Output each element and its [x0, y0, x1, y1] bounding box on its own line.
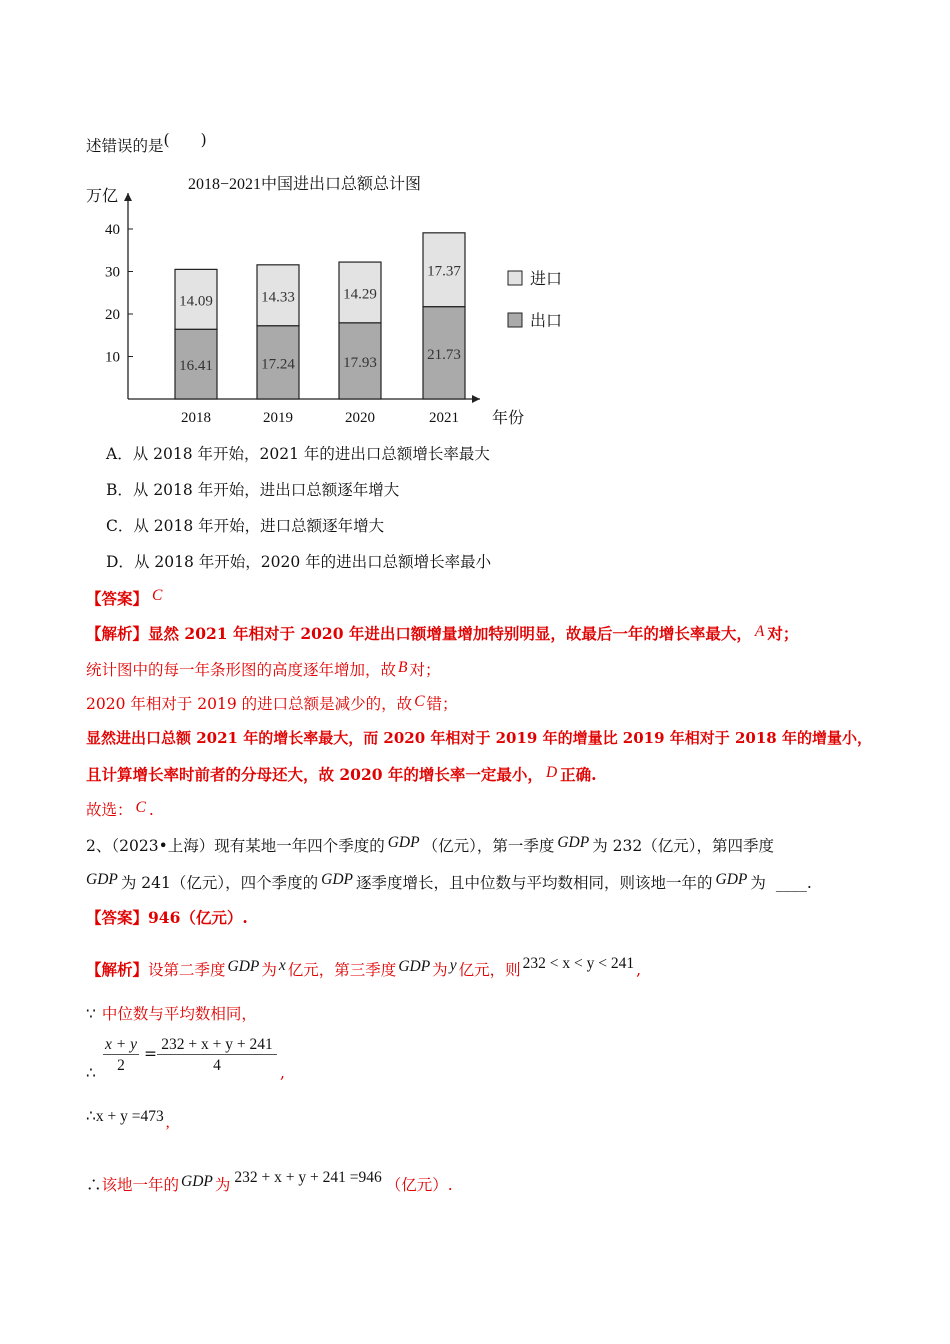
y-tick-label: 20 — [105, 307, 120, 323]
option-text: 从 2018 年开始，2020 年的进出口总额增长率最小 — [133, 553, 492, 571]
question-text: （亿元），第一季度 — [422, 837, 555, 855]
analysis-var: D — [545, 764, 558, 781]
analysis-text: 亿元，第三季度 — [287, 961, 397, 979]
x-tick-label: 2019 — [263, 410, 293, 426]
bar-value-label: 17.93 — [343, 354, 377, 371]
analysis-text: 正确. — [560, 765, 597, 784]
x-axis-label: 年份 — [492, 410, 525, 427]
question-text: 为 241（亿元），四个季度的 — [120, 874, 319, 892]
analysis-text: 统计图中的每一年条形图的高度逐年增加，故 — [86, 661, 397, 679]
q1-choose — [86, 798, 154, 820]
sum-expr: x + y =473 — [95, 1108, 164, 1125]
choose-end: . — [148, 801, 154, 819]
analysis-text: 错； — [426, 695, 458, 713]
bar-value-label: 21.73 — [427, 346, 461, 363]
y-axis-arrow-icon — [124, 193, 132, 201]
therefore-symbol: ∴ — [86, 1108, 96, 1125]
gdp-var: GDP — [86, 871, 118, 888]
sum-end: , — [165, 1114, 170, 1131]
x-tick-label: 2020 — [345, 410, 375, 426]
option-letter: B． — [106, 481, 133, 499]
option-c[interactable] — [106, 514, 384, 536]
analysis-text: 且计算增长率时前者的分母还大，故 2020 年的增长率一定最小， — [86, 765, 543, 784]
question-text: 逐季度增长，且中位数与平均数相同，则该地一年的 — [355, 874, 713, 892]
analysis-text: , — [636, 961, 642, 979]
option-a[interactable] — [106, 442, 490, 464]
y-tick-label: 10 — [105, 349, 120, 366]
final-expr: 232 + x + y + 241 =946 — [234, 1169, 382, 1186]
fraction-denominator: 2 — [103, 1054, 139, 1075]
q1-analysis-line2 — [86, 658, 441, 680]
analysis-text: 亿元，则 — [458, 961, 521, 979]
gdp-var: GDP — [715, 871, 748, 888]
analysis-text: 对； — [767, 624, 799, 643]
option-b[interactable] — [106, 478, 399, 500]
bar-value-label: 17.37 — [427, 263, 461, 280]
legend-swatch — [508, 313, 522, 327]
var-y: y — [449, 957, 457, 974]
gdp-var: GDP — [398, 958, 431, 975]
q1-analysis-line1 — [86, 622, 798, 644]
option-text: 从 2018 年开始，进出口总额逐年增大 — [132, 481, 400, 499]
option-letter: D． — [106, 553, 134, 571]
q1-answer — [86, 587, 162, 609]
bar-value-label: 14.09 — [179, 293, 213, 310]
gdp-var: GDP — [387, 834, 420, 851]
bar-value-label: 14.33 — [261, 289, 295, 306]
choose-value: C — [135, 799, 146, 816]
analysis-text: 设第二季度 — [148, 961, 226, 979]
analysis-text: 显然 2021 年相对于 2020 年进出口额增量增加特别明显，故最后一年的增长率最大， — [148, 624, 752, 643]
y-tick-label: 30 — [105, 264, 120, 281]
analysis-var: B — [398, 659, 408, 676]
therefore-symbol: ∴ — [86, 1064, 96, 1082]
option-text: 从 2018 年开始，进口总额逐年增大 — [133, 517, 385, 535]
stacked-bar-chart — [80, 165, 600, 430]
sum-equation — [86, 1107, 170, 1131]
fraction-denominator: 4 — [157, 1054, 277, 1075]
q2-final — [86, 1169, 453, 1195]
fraction-end: , — [280, 1064, 285, 1082]
q2-analysis-line1 — [86, 955, 642, 980]
gdp-var: GDP — [227, 958, 260, 975]
question-text: 为 — [750, 874, 766, 892]
analysis-var: A — [754, 623, 765, 640]
option-letter: A． — [106, 445, 133, 463]
answer-paren: ( ) — [163, 131, 207, 149]
q2-line2 — [86, 871, 812, 893]
option-d[interactable] — [106, 550, 491, 572]
answer-value: C — [152, 587, 163, 604]
fraction-left — [103, 1036, 139, 1075]
intro-text: 述错误的是 — [86, 137, 164, 155]
gdp-var: GDP — [321, 871, 353, 888]
bar-value-label: 17.24 — [261, 356, 295, 373]
q2-answer — [86, 906, 248, 928]
var-x: x — [278, 957, 286, 974]
choose-label: 故选： — [86, 801, 133, 819]
fraction-numerator: x + y — [105, 1036, 137, 1053]
analysis-var: C — [414, 693, 425, 710]
analysis-text: 中位数与平均数相同， — [101, 1005, 257, 1023]
option-text: 从 2018 年开始，2021 年的进出口总额增长率最大 — [132, 445, 490, 463]
legend-swatch — [508, 271, 522, 285]
y-tick-label: 40 — [105, 222, 120, 238]
bar-value-label: 14.29 — [343, 286, 377, 303]
analysis-text: 2020 年相对于 2019 的进口总额是减少的，故 — [86, 695, 413, 713]
analysis-text: 为 — [214, 1176, 231, 1194]
bar-value-label: 16.41 — [179, 358, 213, 375]
q1-analysis-line5 — [86, 763, 597, 785]
legend-label: 出口 — [530, 313, 563, 330]
answer-label: 【答案】 — [86, 589, 149, 608]
y-axis-label: 万亿 — [86, 188, 119, 205]
q2-because — [86, 1002, 257, 1024]
q1-analysis-line4 — [86, 727, 872, 748]
equals-sign: = — [144, 1045, 157, 1063]
question-text: （2023•上海）现有某地一年四个季度的 — [111, 837, 385, 855]
analysis-text: （亿元）. — [385, 1176, 453, 1194]
answer-blank[interactable]: ____. — [775, 874, 812, 892]
gdp-var: GDP — [557, 834, 590, 851]
x-tick-label: 2021 — [429, 410, 459, 426]
analysis-label: 【解析】 — [86, 960, 149, 979]
q2-line1 — [86, 834, 774, 856]
fraction-right — [157, 1036, 277, 1075]
legend-label: 进口 — [530, 271, 563, 288]
fraction-numerator: 232 + x + y + 241 — [161, 1036, 273, 1053]
analysis-text: 对； — [409, 661, 441, 679]
analysis-label: 【解析】 — [86, 624, 149, 643]
question-intro — [86, 131, 207, 156]
answer-value: 946（亿元）. — [148, 908, 248, 927]
inequality: 232 < x < y < 241 — [522, 955, 635, 972]
gdp-var: GDP — [181, 1173, 213, 1190]
chart-title: 2018−2021中国进出口总额总计图 — [188, 176, 422, 193]
question-number: 2、 — [86, 837, 112, 855]
question-text: 为 232（亿元），第四季度 — [592, 837, 774, 855]
answer-label: 【答案】 — [86, 908, 149, 927]
therefore-symbol: ∴ — [86, 1176, 102, 1194]
analysis-text: 该地一年的 — [101, 1176, 180, 1194]
analysis-text: 为 — [261, 961, 277, 979]
because-symbol: ∵ — [86, 1005, 96, 1023]
x-axis-arrow-icon — [472, 395, 480, 403]
q1-analysis-line3 — [86, 692, 458, 714]
analysis-text: 为 — [432, 961, 448, 979]
x-tick-label: 2018 — [181, 410, 211, 426]
analysis-text: 显然进出口总额 2021 年的增长率最大，而 2020 年相对于 2019 年的增量比 2019 年相对于 2018 年的增量小， — [86, 729, 872, 747]
option-letter: C． — [106, 517, 134, 535]
